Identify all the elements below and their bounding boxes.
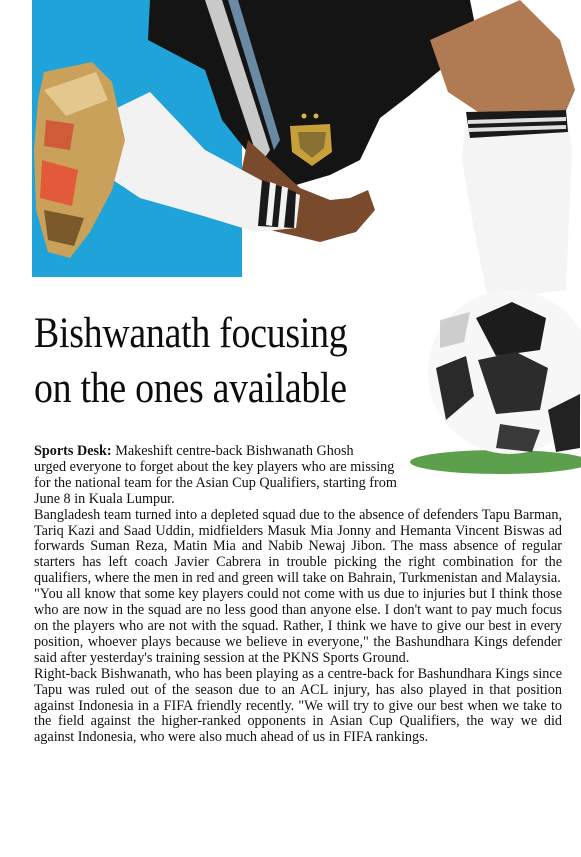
lead-line-3: for the national team for the Asian Cup Qualifiers, starting from bbox=[34, 474, 397, 491]
lead-line-1: Sports Desk: Makeshift centre-back Bishwanath Ghosh bbox=[34, 443, 354, 459]
lead-line-4: June 8 in Kuala Lumpur. bbox=[34, 490, 175, 507]
article-body bbox=[34, 444, 562, 746]
paragraph-3: Right-back Bishwanath, who has been playing as a centre-back for Bashundhara Kings since Tapu was ruled out of the season due to an ACL injury, has also played in that position against Indonesia in a FIFA friendly recently. "We will try to give our best when we take to the field against the higher-ranked opponents in Asian Cup Qualifiers, the way we did against Indonesia, who were also much ahead of us in FIFA rankings. bbox=[34, 665, 562, 746]
headline-line-1: Bishwanath focusing bbox=[34, 310, 348, 357]
paragraph-1: Bangladesh team turned into a depleted squad due to the absence of defenders Tapu Barman, Tariq Kazi and Saad Uddin, midfielders Masuk Mia Jonny and Hemanta Vincent Biswas ad forwards Suman Reza, Matin Mia and Nabib Newaj Jibon. The mass absence of regular starters has left coach Javier Cabrera in trouble picking the right combination for the qualifiers, where the men in red and green will take on Bahrain, Turkmenistan and Malaysia. bbox=[34, 506, 562, 587]
paragraph-2: "You all know that some key players could not come with us due to injuries but I think those who are now in the squad are no less good than anyone else. I don't want to pay much focus on the players who are not with the squad. Rather, I think we have to give our best in every position, whoever plays because we believe in everyone," the Bashundhara Kings defender said after yesterday's training session at the PKNS Sports Ground. bbox=[34, 586, 562, 666]
headline bbox=[34, 306, 386, 416]
soccer-ball-icon bbox=[428, 290, 581, 454]
headline-line-2: on the ones available bbox=[34, 365, 347, 412]
right-sock bbox=[462, 110, 572, 300]
dateline: Sports Desk: bbox=[34, 443, 112, 459]
lead-line-2: urged everyone to forget about the key players who are missing bbox=[34, 458, 395, 475]
